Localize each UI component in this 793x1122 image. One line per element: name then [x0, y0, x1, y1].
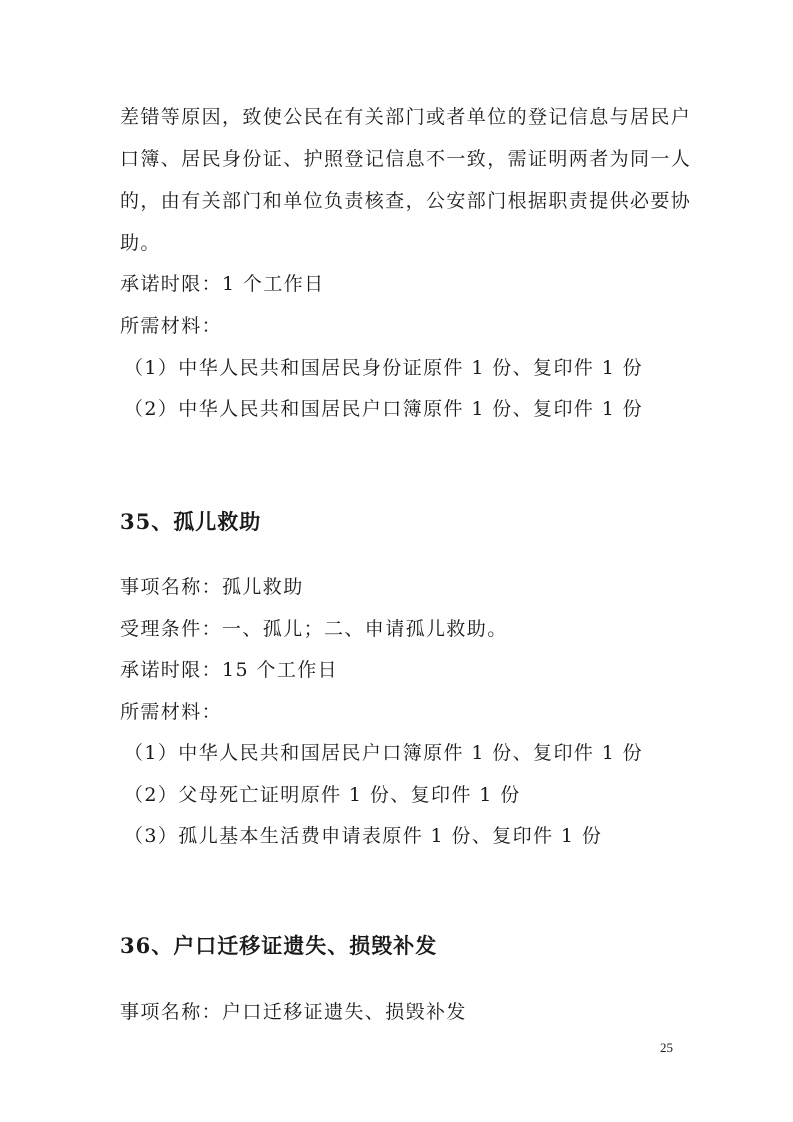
item-name: 事项名称：户口迁移证遗失、损毁补发	[120, 1001, 467, 1023]
page-number: 25	[660, 1040, 673, 1055]
time-limit: 承诺时限：1 个工作日	[120, 273, 325, 295]
materials-label: 所需材料：	[120, 315, 223, 337]
paragraph-line: 助。	[120, 232, 161, 254]
materials-label: 所需材料：	[120, 701, 223, 723]
paragraph-line: 的，由有关部门和单位负责核查，公安部门根据职责提供必要协	[120, 190, 692, 212]
section-heading: 36、户口迁移证遗失、损毁补发	[120, 933, 438, 958]
time-limit: 承诺时限：15 个工作日	[120, 659, 339, 681]
material-item: （2）中华人民共和国居民户口簿原件 1 份、复印件 1 份	[124, 398, 644, 420]
acceptance-conditions: 受理条件：一、孤儿；二、申请孤儿救助。	[120, 618, 508, 640]
material-item: （3）孤儿基本生活费申请表原件 1 份、复印件 1 份	[124, 825, 603, 847]
paragraph-line: 口簿、居民身份证、护照登记信息不一致，需证明两者为同一人	[120, 148, 692, 170]
item-name: 事项名称：孤儿救助	[120, 576, 304, 598]
section-heading: 35、孤儿救助	[120, 509, 262, 534]
paragraph-line: 差错等原因，致使公民在有关部门或者单位的登记信息与居民户	[120, 106, 692, 128]
material-item: （1）中华人民共和国居民身份证原件 1 份、复印件 1 份	[124, 357, 644, 379]
material-item: （2）父母死亡证明原件 1 份、复印件 1 份	[124, 784, 521, 806]
material-item: （1）中华人民共和国居民户口簿原件 1 份、复印件 1 份	[124, 742, 644, 764]
